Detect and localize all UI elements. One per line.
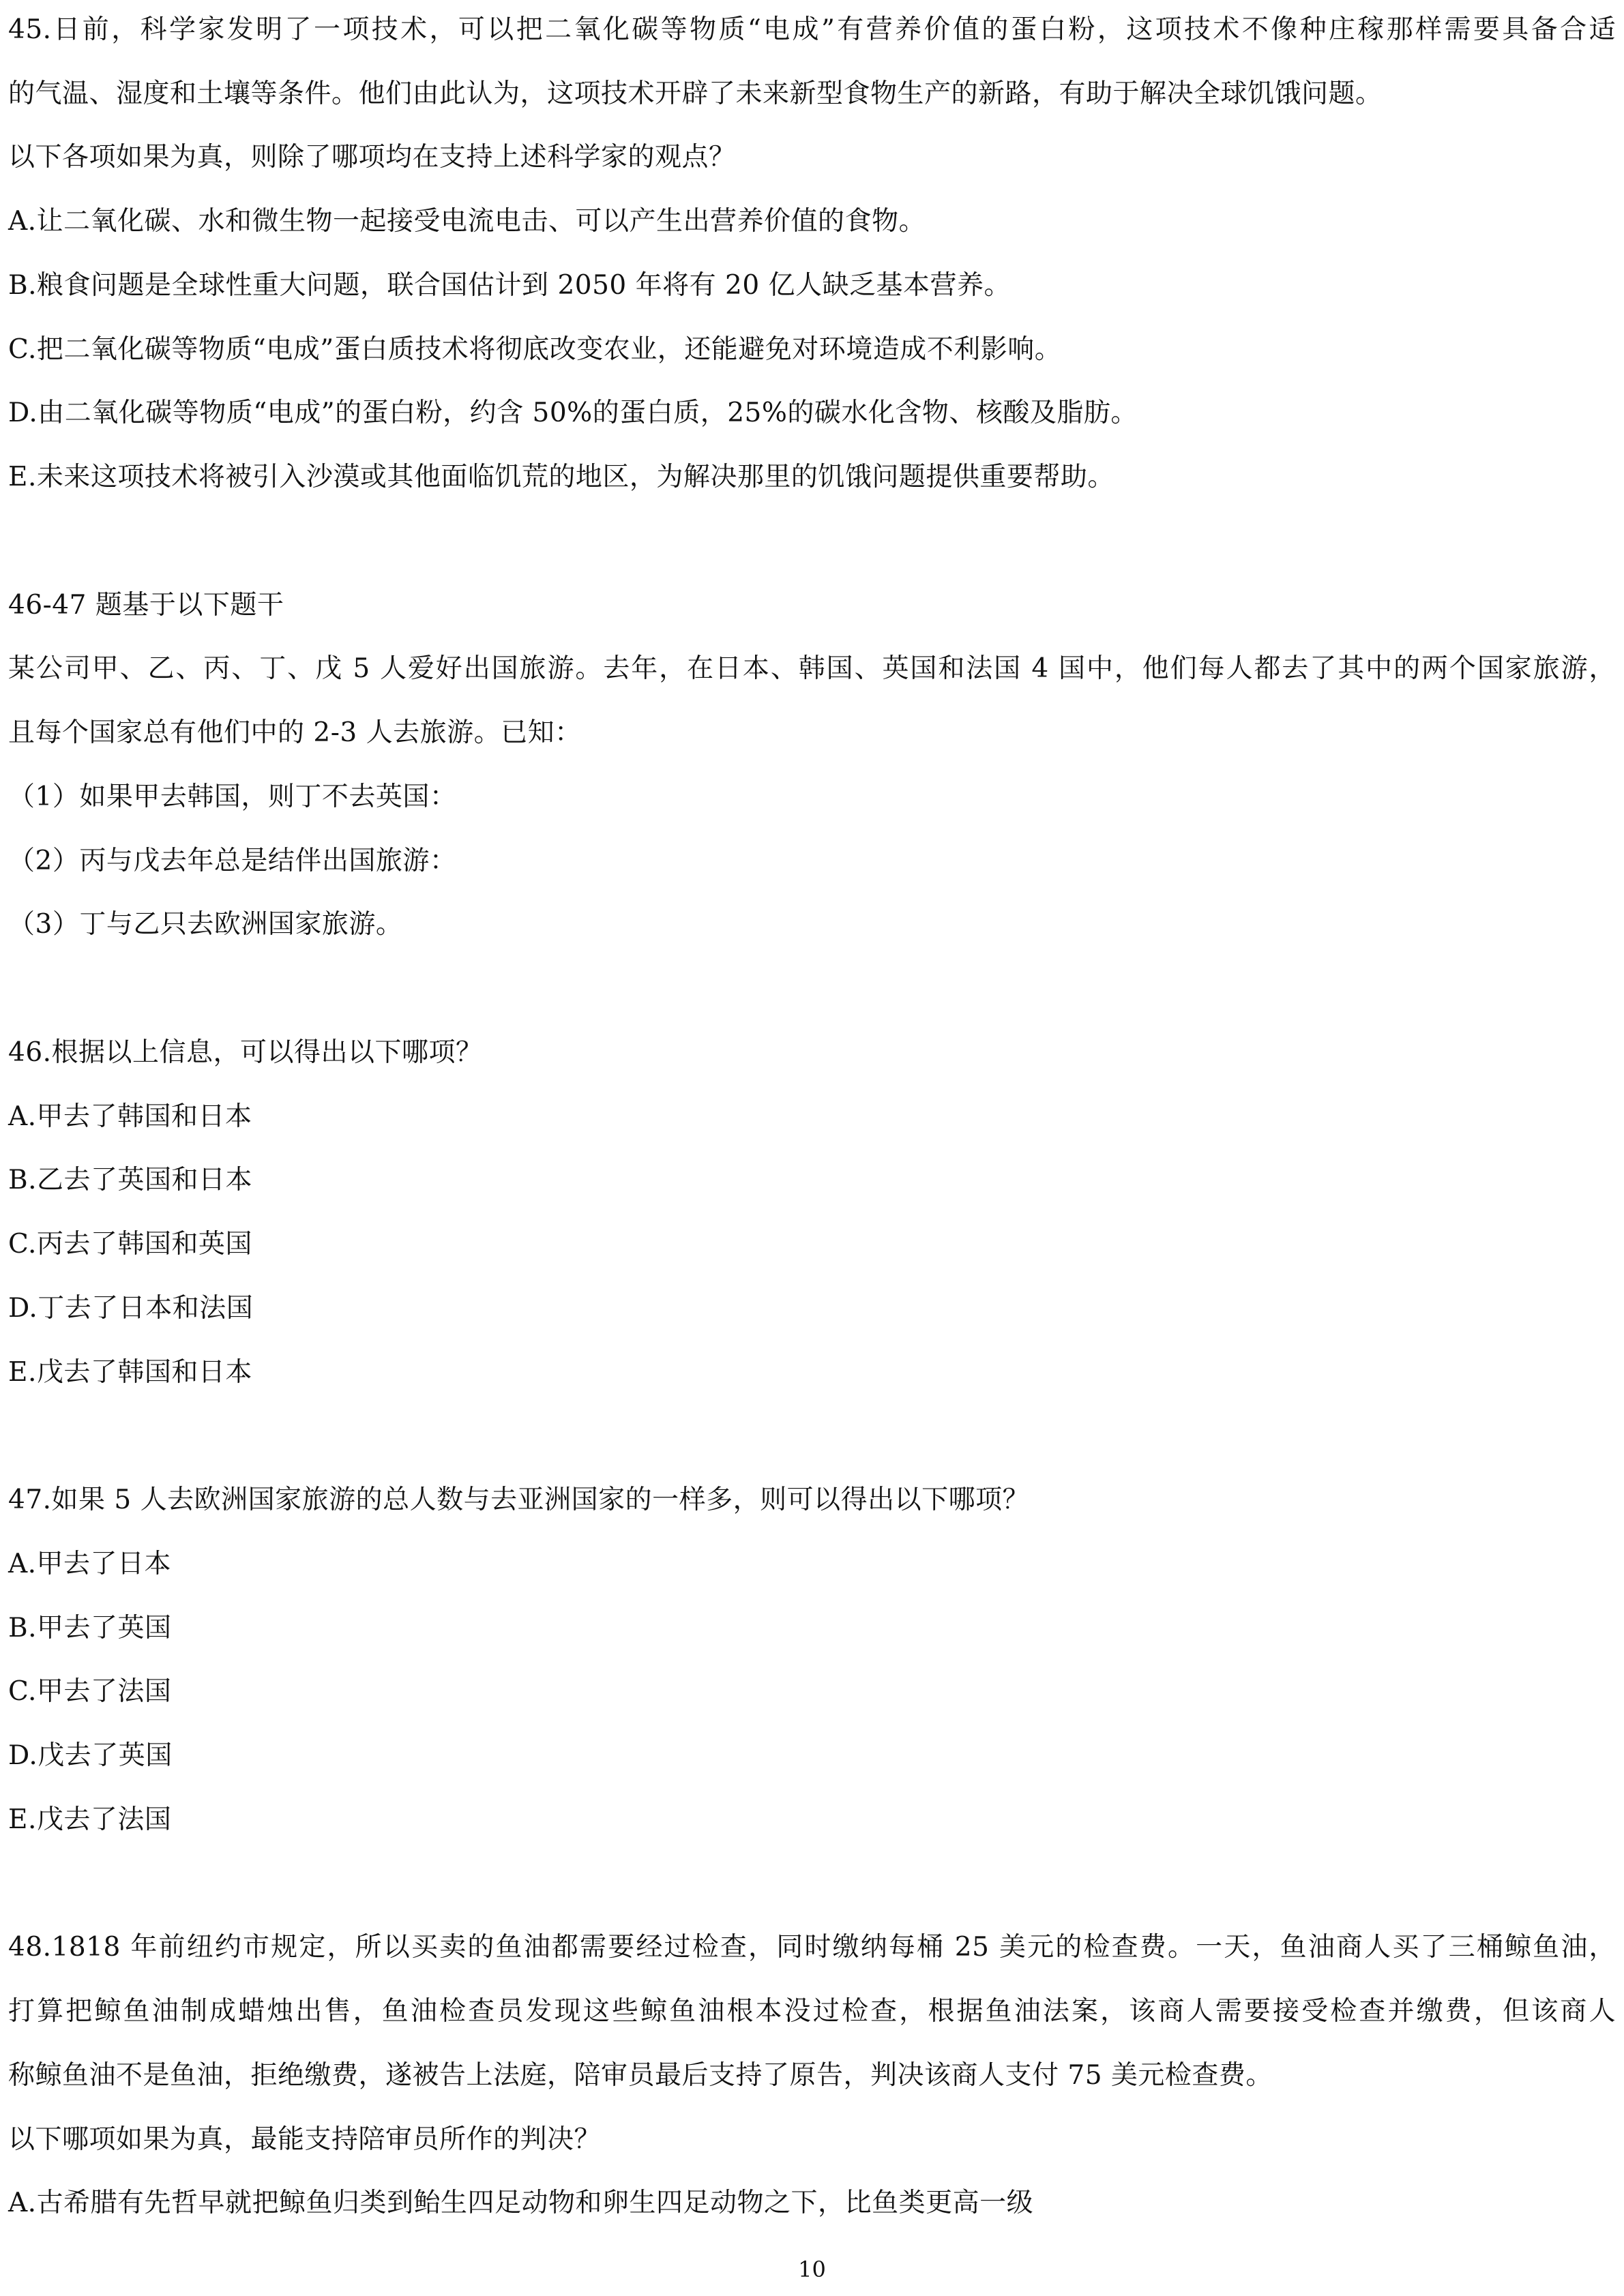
q45-option-c: C.把二氧化碳等物质“电成”蛋白质技术将彻底改变农业，还能避免对环境造成不利影响。: [8, 334, 1062, 365]
q48-stem-line-2: 打算把鲸鱼油制成蜡烛出售，鱼油检查员发现这些鲸鱼油根本没过检查，根据鱼油法案，该商人需要接受检查并缴费，但该商人: [8, 1996, 1616, 2027]
q46-option-c: C.丙去了韩国和英国: [8, 1229, 252, 1259]
q46-option-b: B.乙去了英国和日本: [8, 1165, 253, 1195]
q45-option-b: B.粮食问题是全球性重大问题，联合国估计到 2050 年将有 20 亿人缺乏基本营养。: [8, 270, 1012, 301]
q46-47-stem-line-1: 某公司甲、乙、丙、丁、戊 5 人爱好出国旅游。去年，在日本、韩国、英国和法国 4 国中，他们每人都去了其中的两个国家旅游，: [8, 653, 1616, 684]
q46-option-e: E.戊去了韩国和日本: [8, 1357, 252, 1388]
q48-stem-line-3: 称鲸鱼油不是鱼油，拒绝缴费，遂被告上法庭，陪审员最后支持了原告，判决该商人支付 75 美元检查费。: [8, 2060, 1273, 2091]
q47-option-e: E.戊去了法国: [8, 1804, 172, 1835]
q45-option-d: D.由二氧化碳等物质“电成”的蛋白粉，约含 50%的蛋白质，25%的碳水化含物、核酸及脂肪。: [8, 398, 1138, 428]
q46-47-condition-3: （3）丁与乙只去欧洲国家旅游。: [8, 909, 403, 940]
q45-option-a: A.让二氧化碳、水和微生物一起接受电流电击、可以产生出营养价值的食物。: [8, 206, 926, 237]
q47-question: 47.如果 5 人去欧洲国家旅游的总人数与去亚洲国家的一样多，则可以得出以下哪项？: [8, 1485, 1030, 1515]
q46-47-condition-2: （2）丙与戊去年总是结伴出国旅游：: [8, 846, 457, 876]
q45-question: 以下各项如果为真，则除了哪项均在支持上述科学家的观点？: [8, 142, 736, 173]
q46-47-stem-line-2: 且每个国家总有他们中的 2-3 人去旅游。已知：: [8, 717, 582, 748]
q47-option-a: A.甲去了日本: [8, 1549, 172, 1579]
q47-option-b: B.甲去了英国: [8, 1613, 172, 1643]
q46-option-a: A.甲去了韩国和日本: [8, 1101, 252, 1132]
q46-47-heading: 46-47 题基于以下题干: [8, 590, 284, 621]
page-number: 10: [798, 2256, 826, 2282]
q45-option-e: E.未来这项技术将被引入沙漠或其他面临饥荒的地区，为解决那里的饥饿问题提供重要帮助。: [8, 462, 1114, 492]
q46-47-condition-1: （1）如果甲去韩国，则丁不去英国：: [8, 781, 457, 812]
q47-option-c: C.甲去了法国: [8, 1676, 172, 1707]
q48-stem-line-1: 48.1818 年前纽约市规定，所以买卖的鱼油都需要经过检查，同时缴纳每桶 25 美元的检查费。一天，鱼油商人买了三桶鲸鱼油，: [8, 1932, 1616, 1963]
q48-question: 以下哪项如果为真，最能支持陪审员所作的判决？: [8, 2124, 602, 2155]
q45-stem-line-1: 45.日前，科学家发明了一项技术，可以把二氧化碳等物质“电成”有营养价值的蛋白粉，这项技术不像种庄稼那样需要具备合适: [8, 14, 1616, 45]
q47-option-d: D.戊去了英国: [8, 1740, 173, 1771]
q46-question: 46.根据以上信息，可以得出以下哪项？: [8, 1037, 483, 1068]
q46-option-d: D.丁去了日本和法国: [8, 1293, 254, 1324]
q48-option-a: A.古希腊有先哲早就把鲸鱼归类到鲐生四足动物和卵生四足动物之下，比鱼类更高一级: [8, 2188, 1034, 2218]
q45-stem-line-2: 的气温、湿度和土壤等条件。他们由此认为，这项技术开辟了未来新型食物生产的新路，有助于解决全球饥饿问题。: [8, 78, 1383, 109]
